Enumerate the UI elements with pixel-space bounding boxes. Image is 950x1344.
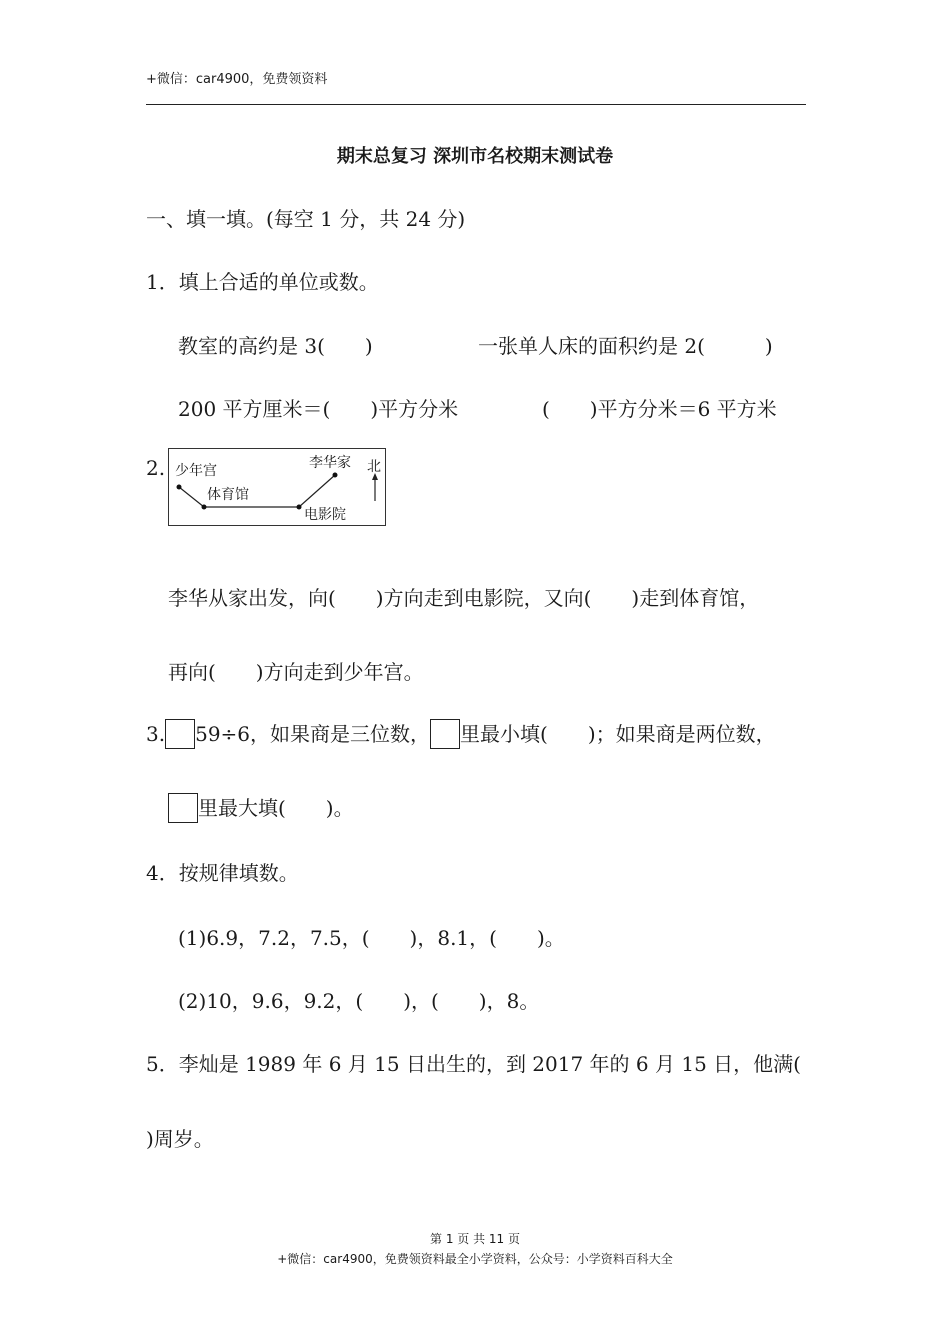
page-number: 第 1 页 共 11 页 [430, 1232, 520, 1246]
q5-line2: )周岁。 [146, 1127, 214, 1151]
header-rule [146, 104, 806, 105]
section-heading: 一、填一填。(每空 1 分，共 24 分) [146, 207, 466, 231]
q2-number: 2. [146, 456, 166, 480]
q3-part3: 里最大填( )。 [198, 796, 354, 820]
q4-item-2: (2)10，9.6，9.2，( )，( )，8。 [178, 989, 540, 1013]
map-label-lihua: 李华家 [309, 455, 351, 471]
q3-part1: 59÷6，如果商是三位数， [195, 722, 431, 746]
map-label-dianying: 电影院 [304, 507, 346, 523]
q1-stem: 1．填上合适的单位或数。 [146, 270, 379, 294]
map-label-tiyu: 体育馆 [207, 487, 249, 503]
answer-box[interactable] [168, 793, 198, 823]
q3-part2: 里最小填( )；如果商是两位数， [460, 722, 776, 746]
footer-note: +微信：car4900，免费领资料最全小学资料，公众号：小学资料百科大全 [277, 1252, 673, 1266]
header-text: +微信：car4900，免费领资料 [146, 72, 328, 87]
map-label-north: 北 [367, 459, 381, 475]
q1-item-b: 一张单人床的面积约是 2( ) [478, 334, 773, 358]
answer-box[interactable] [430, 719, 460, 749]
q1-item-d: ( )平方分米＝6 平方米 [542, 397, 777, 421]
q2-line2: 再向( )方向走到少年宫。 [168, 660, 424, 684]
map-label-shaonian: 少年宫 [175, 463, 217, 479]
q3-number: 3. [146, 722, 166, 746]
q2-line1: 李华从家出发，向( )方向走到电影院，又向( )走到体育馆， [168, 586, 760, 610]
answer-box[interactable] [165, 719, 195, 749]
q1-item-c: 200 平方厘米＝( )平方分米 [178, 397, 459, 421]
q4-item-1: (1)6.9，7.2，7.5，( )，8.1，( )。 [178, 926, 565, 950]
q1-item-a: 教室的高约是 3( ) [178, 334, 373, 358]
q5-line1: 5．李灿是 1989 年 6 月 15 日出生的，到 2017 年的 6 月 15 日，他满( [146, 1052, 801, 1076]
q4-stem: 4．按规律填数。 [146, 861, 299, 885]
direction-map [168, 448, 386, 526]
page-title: 期末总复习 深圳市名校期末测试卷 [336, 146, 614, 167]
